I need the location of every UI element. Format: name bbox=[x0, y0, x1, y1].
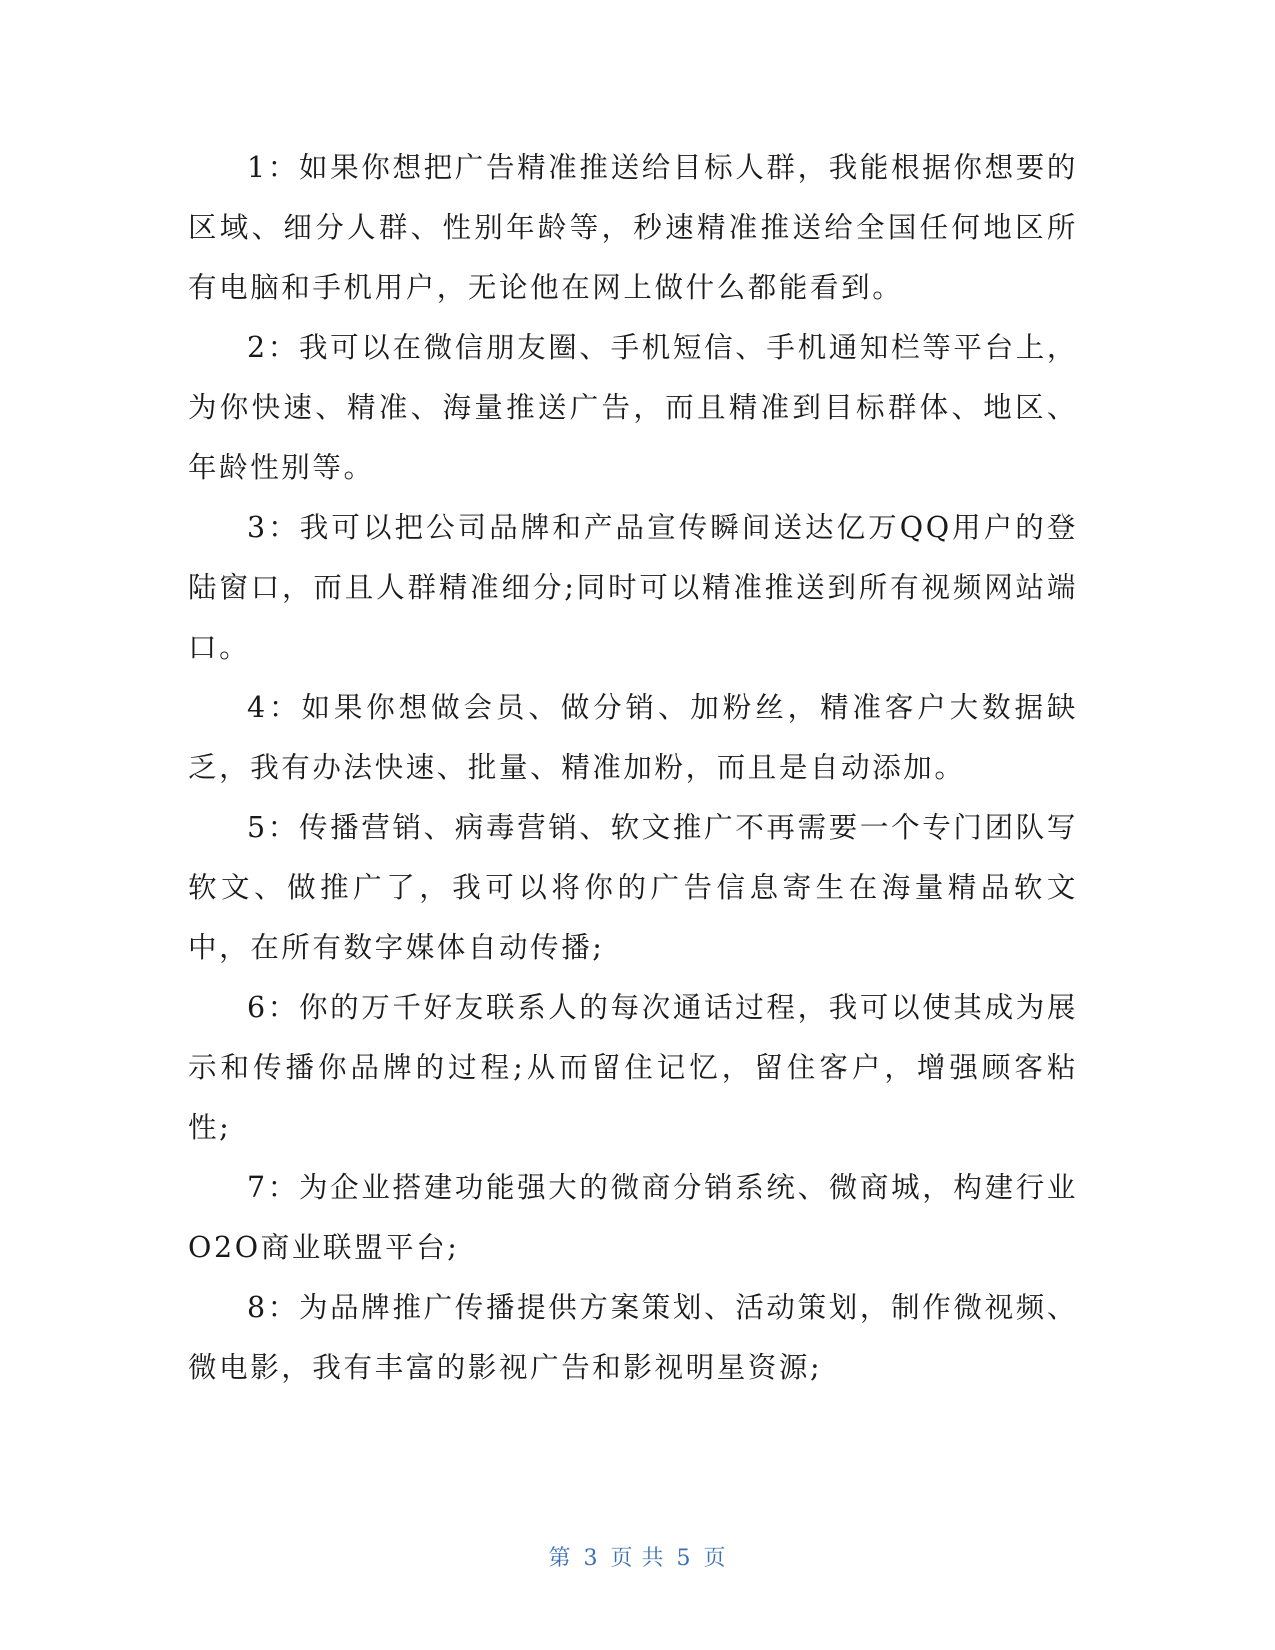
paragraph-5: 5：传播营销、病毒营销、软文推广不再需要一个专门团队写软文、做推广了，我可以将你的广告信息寄生在海量精品软文中，在所有数字媒体自动传播; bbox=[188, 811, 1078, 964]
footer-middle: 页 共 bbox=[610, 1546, 665, 1571]
footer-suffix: 页 bbox=[703, 1546, 727, 1571]
document-body bbox=[188, 138, 1078, 1398]
footer-total-pages: 5 bbox=[676, 1546, 692, 1571]
footer-prefix: 第 bbox=[548, 1546, 572, 1571]
paragraph-7: 7：为企业搭建功能强大的微商分销系统、微商城，构建行业O2O商业联盟平台; bbox=[188, 1171, 1078, 1264]
footer-current-page: 3 bbox=[583, 1546, 599, 1571]
paragraph-4: 4：如果你想做会员、做分销、加粉丝，精准客户大数据缺乏，我有办法快速、批量、精准加粉，而且是自动添加。 bbox=[188, 691, 1078, 784]
paragraph-1: 1：如果你想把广告精准推送给目标人群，我能根据你想要的区域、细分人群、性别年龄等，秒速精准推送给全国任何地区所有电脑和手机用户，无论他在网上做什么都能看到。 bbox=[188, 151, 1078, 304]
paragraph-6: 6：你的万千好友联系人的每次通话过程，我可以使其成为展示和传播你品牌的过程;从而留住记忆，留住客户，增强顾客粘性; bbox=[188, 991, 1078, 1144]
paragraph-3: 3：我可以把公司品牌和产品宣传瞬间送达亿万QQ用户的登陆窗口，而且人群精准细分;同时可以精准推送到所有视频网站端口。 bbox=[188, 511, 1078, 664]
page-footer bbox=[0, 1541, 1275, 1572]
paragraph-2: 2：我可以在微信朋友圈、手机短信、手机通知栏等平台上，为你快速、精准、海量推送广告，而且精准到目标群体、地区、年龄性别等。 bbox=[188, 331, 1078, 484]
paragraph-8: 8：为品牌推广传播提供方案策划、活动策划，制作微视频、微电影，我有丰富的影视广告和影视明星资源; bbox=[188, 1291, 1078, 1384]
